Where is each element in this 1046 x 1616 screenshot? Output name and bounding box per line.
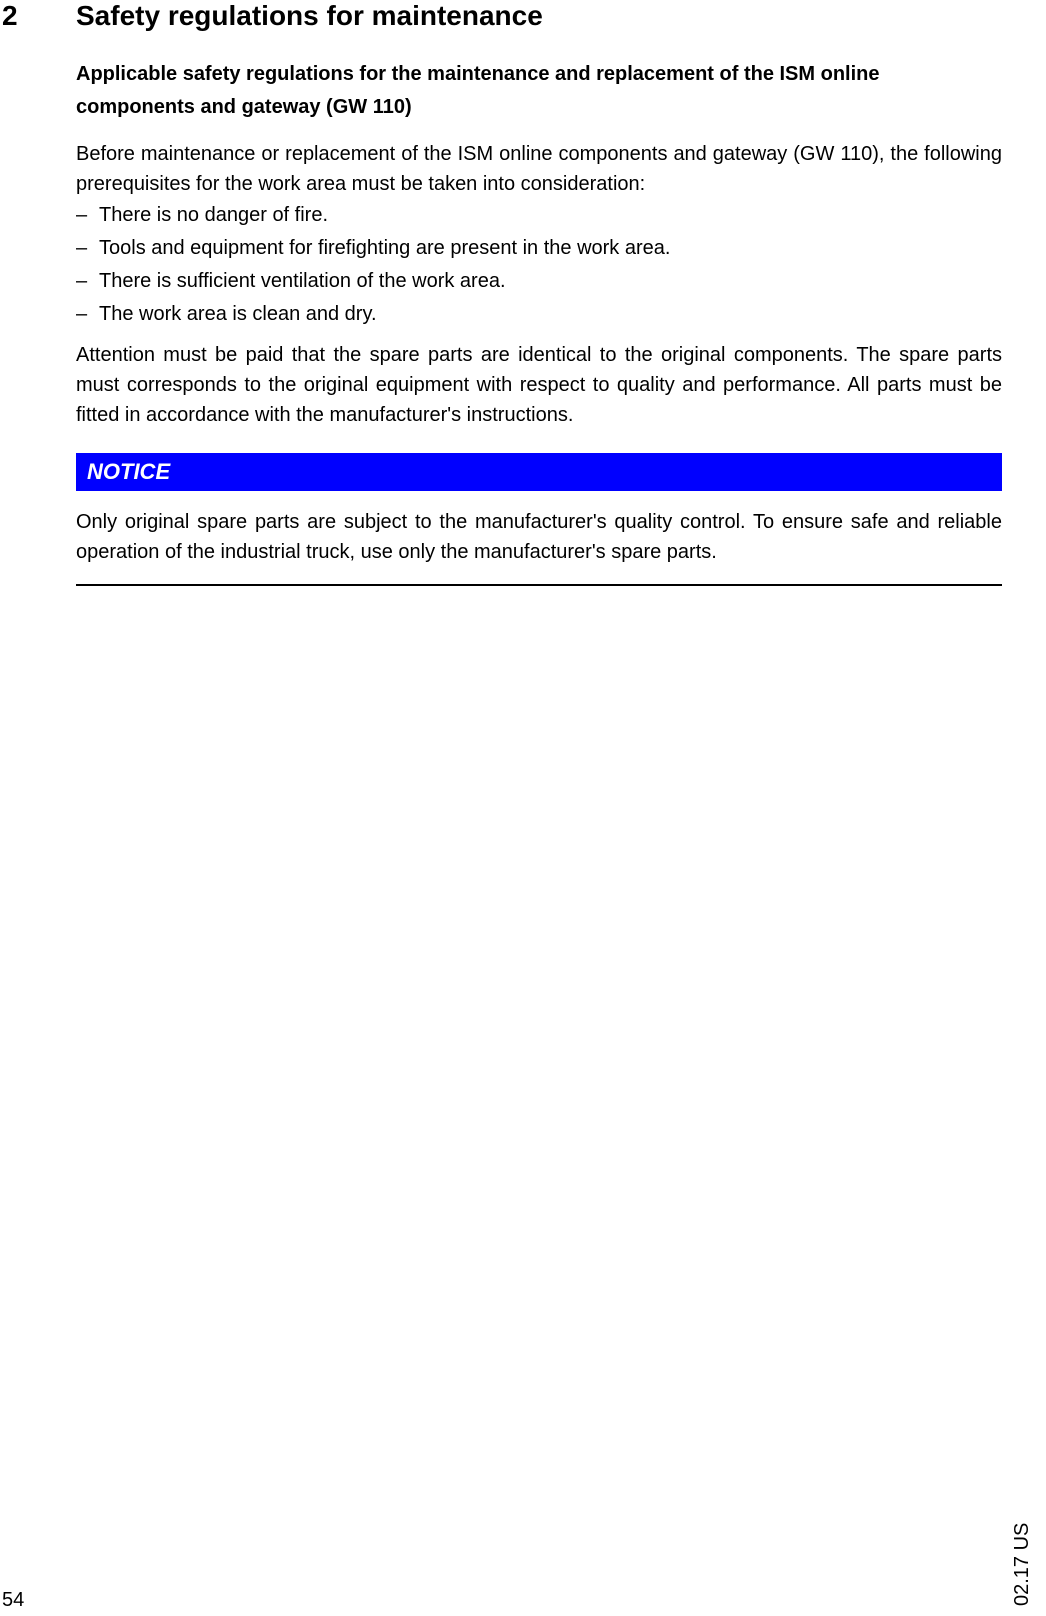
section-title: Safety regulations for maintenance — [76, 0, 543, 31]
list-item — [76, 298, 1002, 331]
bullet-dash: – — [76, 303, 88, 325]
notice-banner: NOTICE — [76, 453, 1002, 491]
list-item — [76, 265, 1002, 298]
list-item-text: There is sufficient ventilation of the work area. — [99, 270, 506, 292]
list-item-text: The work area is clean and dry. — [99, 303, 377, 325]
section-number: 2 — [2, 0, 18, 31]
prerequisites-list — [76, 199, 1002, 331]
edition-label: 02.17 US — [1011, 1522, 1033, 1606]
intro-paragraph: Before maintenance or replacement of the ISM online components and gateway (GW 110), the following prerequisites for the work area must be taken into consideration: — [76, 143, 1002, 195]
page-content — [76, 58, 1002, 586]
attention-paragraph: Attention must be paid that the spare parts are identical to the original components. The spare parts must corresponds to the original equipment with respect to quality and performance. All parts must be fitted in accordance with the manufacturer's instructions. — [76, 344, 1002, 426]
section-divider — [76, 584, 1002, 586]
bullet-dash: – — [76, 270, 88, 292]
list-item — [76, 199, 1002, 232]
list-item — [76, 232, 1002, 265]
bullet-dash: – — [76, 204, 88, 226]
section-heading — [0, 0, 543, 32]
subheading: Applicable safety regulations for the maintenance and replacement of the ISM online components and gateway (GW 110) — [76, 63, 880, 118]
notice-text: Only original spare parts are subject to the manufacturer's quality control. To ensure safe and reliable operation of the industrial truck, use only the manufacturer's spare parts. — [76, 511, 1002, 563]
bullet-dash: – — [76, 237, 88, 259]
list-item-text: There is no danger of fire. — [99, 204, 329, 226]
list-item-text: Tools and equipment for firefighting are present in the work area. — [99, 237, 671, 259]
page-number: 54 — [2, 1589, 25, 1611]
